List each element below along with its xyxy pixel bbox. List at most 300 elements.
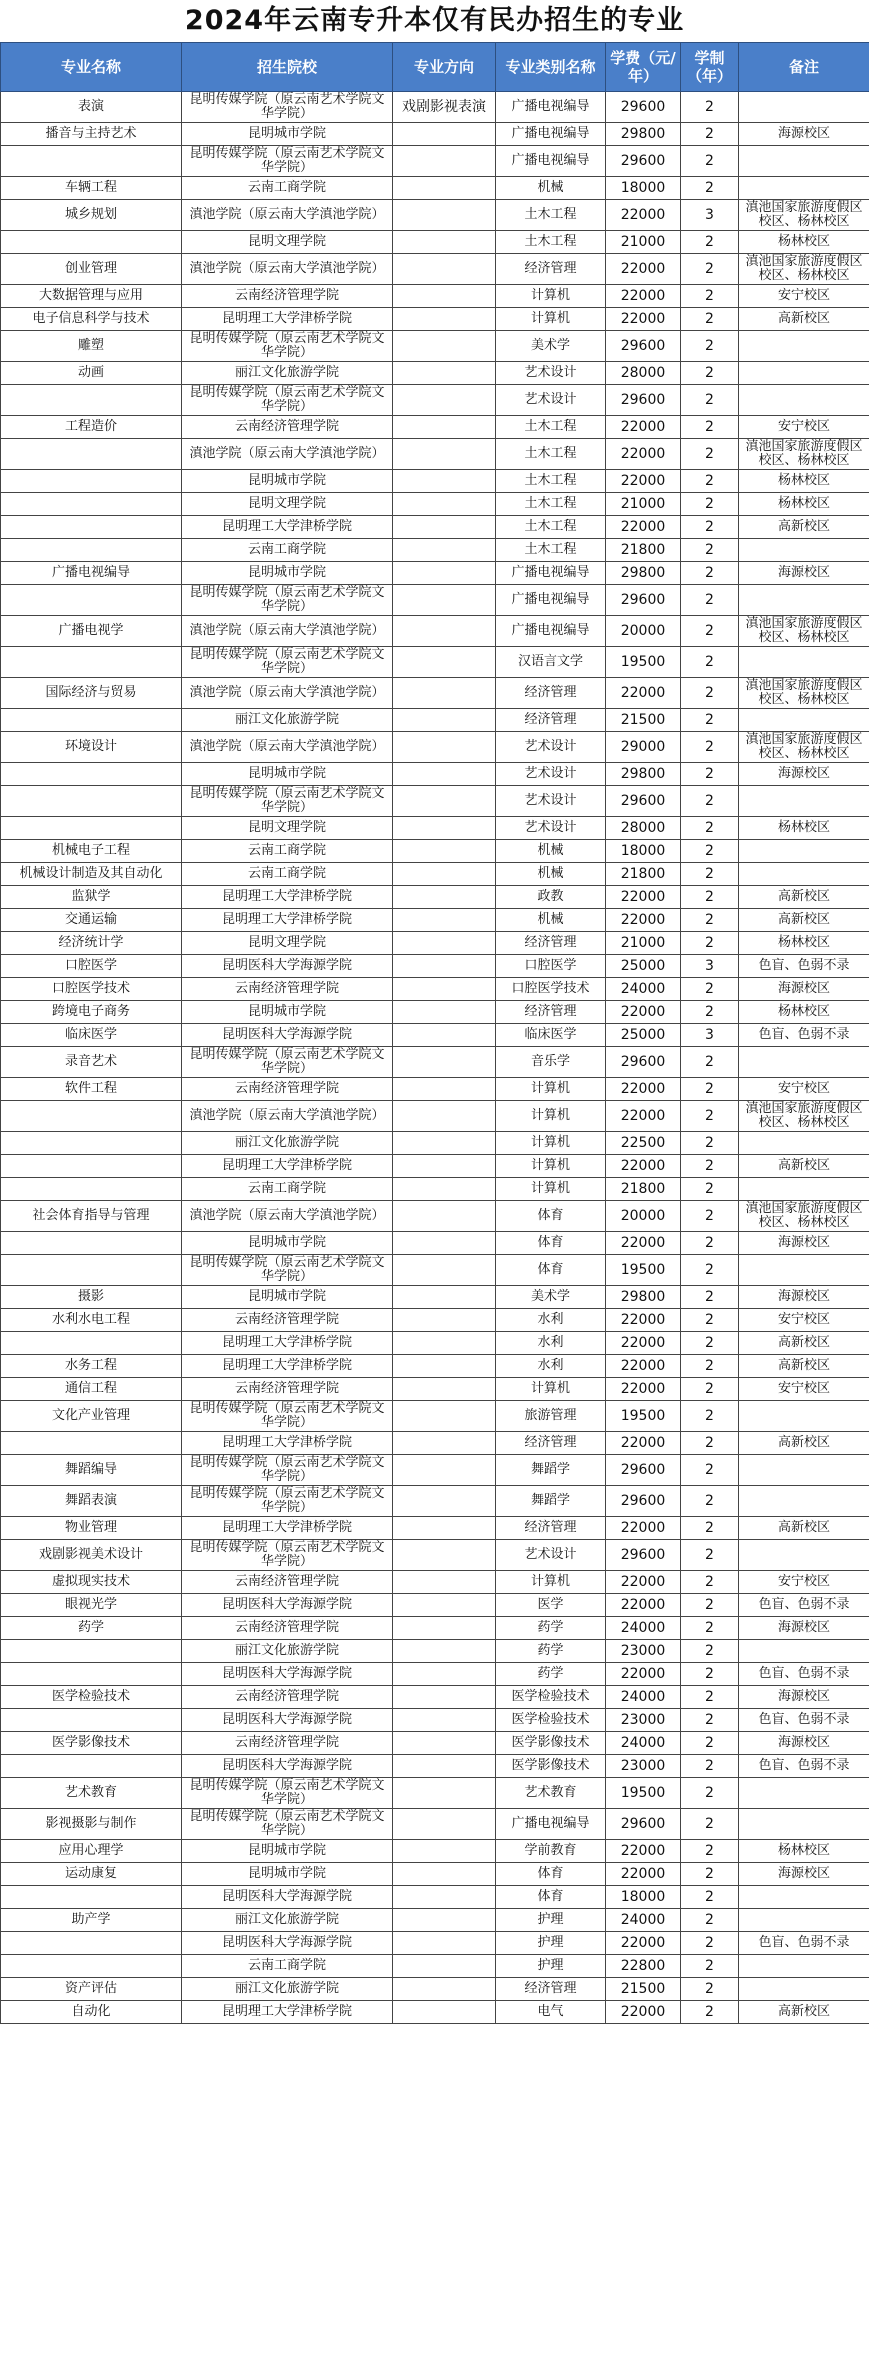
cell-major [1, 146, 182, 177]
cell-category: 舞蹈学 [496, 1486, 606, 1517]
cell-note [739, 1909, 869, 1932]
cell-years: 2 [681, 1378, 739, 1401]
cell-major [1, 493, 182, 516]
cell-fee: 29600 [606, 146, 681, 177]
cell-years: 2 [681, 1809, 739, 1840]
cell-category: 舞蹈学 [496, 1455, 606, 1486]
table-row [1, 1932, 869, 1955]
cell-direction [393, 1840, 496, 1863]
cell-major: 物业管理 [1, 1517, 182, 1540]
cell-note [739, 331, 869, 362]
table-row [1, 1455, 869, 1486]
cell-note: 色盲、色弱不录 [739, 1663, 869, 1686]
cell-note: 海源校区 [739, 123, 869, 146]
cell-direction: 戏剧影视表演 [393, 92, 496, 123]
table-row [1, 200, 869, 231]
table-row [1, 647, 869, 678]
cell-note [739, 1778, 869, 1809]
cell-direction [393, 616, 496, 647]
cell-category: 土木工程 [496, 439, 606, 470]
cell-category: 计算机 [496, 1571, 606, 1594]
cell-years: 2 [681, 1132, 739, 1155]
cell-note: 滇池国家旅游度假区校区、杨林校区 [739, 678, 869, 709]
table-row [1, 385, 869, 416]
cell-category: 经济管理 [496, 709, 606, 732]
cell-note: 高新校区 [739, 1155, 869, 1178]
cell-school: 昆明医科大学海源学院 [182, 1709, 393, 1732]
cell-fee: 22000 [606, 1594, 681, 1617]
cell-years: 2 [681, 1663, 739, 1686]
cell-note: 滇池国家旅游度假区校区、杨林校区 [739, 254, 869, 285]
cell-school: 云南工商学院 [182, 1178, 393, 1201]
table-row [1, 285, 869, 308]
cell-fee: 21800 [606, 1178, 681, 1201]
cell-major [1, 1332, 182, 1355]
cell-years: 2 [681, 1886, 739, 1909]
cell-years: 2 [681, 1709, 739, 1732]
cell-fee: 29800 [606, 1286, 681, 1309]
cell-years: 2 [681, 786, 739, 817]
table-row [1, 909, 869, 932]
cell-fee: 22000 [606, 2001, 681, 2024]
table-row [1, 1001, 869, 1024]
cell-years: 3 [681, 200, 739, 231]
cell-school: 云南经济管理学院 [182, 1686, 393, 1709]
cell-direction [393, 1540, 496, 1571]
cell-major [1, 1155, 182, 1178]
cell-note: 色盲、色弱不录 [739, 1932, 869, 1955]
cell-category: 广播电视编导 [496, 92, 606, 123]
cell-note [739, 1640, 869, 1663]
cell-years: 2 [681, 1755, 739, 1778]
cell-category: 广播电视编导 [496, 562, 606, 585]
cell-years: 2 [681, 1255, 739, 1286]
cell-school: 昆明传媒学院（原云南艺术学院文华学院） [182, 331, 393, 362]
cell-note: 杨林校区 [739, 493, 869, 516]
cell-years: 2 [681, 1594, 739, 1617]
cell-note [739, 385, 869, 416]
cell-direction [393, 231, 496, 254]
cell-note: 海源校区 [739, 1732, 869, 1755]
cell-direction [393, 1755, 496, 1778]
cell-years: 2 [681, 1047, 739, 1078]
cell-direction [393, 1978, 496, 2001]
cell-direction [393, 1709, 496, 1732]
cell-years: 2 [681, 1286, 739, 1309]
cell-direction [393, 177, 496, 200]
cell-school: 昆明文理学院 [182, 817, 393, 840]
cell-school: 昆明城市学院 [182, 562, 393, 585]
table-row [1, 616, 869, 647]
cell-years: 2 [681, 231, 739, 254]
cell-years: 2 [681, 1232, 739, 1255]
cell-note [739, 1978, 869, 2001]
cell-fee: 22000 [606, 909, 681, 932]
cell-note [739, 1955, 869, 1978]
cell-school: 昆明传媒学院（原云南艺术学院文华学院） [182, 1486, 393, 1517]
cell-school: 昆明文理学院 [182, 932, 393, 955]
cell-fee: 22000 [606, 1232, 681, 1255]
cell-school: 昆明理工大学津桥学院 [182, 516, 393, 539]
table-row [1, 955, 869, 978]
cell-school: 昆明理工大学津桥学院 [182, 1517, 393, 1540]
table-row [1, 1955, 869, 1978]
cell-fee: 29800 [606, 562, 681, 585]
cell-direction [393, 863, 496, 886]
cell-school: 滇池学院（原云南大学滇池学院） [182, 254, 393, 285]
cell-fee: 18000 [606, 840, 681, 863]
cell-fee: 29600 [606, 585, 681, 616]
cell-school: 滇池学院（原云南大学滇池学院） [182, 678, 393, 709]
cell-fee: 21000 [606, 493, 681, 516]
cell-direction [393, 539, 496, 562]
cell-years: 2 [681, 1455, 739, 1486]
cell-school: 昆明城市学院 [182, 1286, 393, 1309]
cell-fee: 29600 [606, 1540, 681, 1571]
cell-direction [393, 1778, 496, 1809]
cell-major [1, 1432, 182, 1455]
cell-major [1, 385, 182, 416]
cell-years: 2 [681, 1640, 739, 1663]
cell-major: 应用心理学 [1, 1840, 182, 1863]
cell-years: 2 [681, 763, 739, 786]
cell-major: 交通运输 [1, 909, 182, 932]
table-row [1, 932, 869, 955]
cell-years: 2 [681, 1932, 739, 1955]
table-row [1, 1132, 869, 1155]
cell-major [1, 647, 182, 678]
cell-school: 昆明理工大学津桥学院 [182, 2001, 393, 2024]
cell-note: 杨林校区 [739, 932, 869, 955]
cell-direction [393, 493, 496, 516]
cell-years: 2 [681, 1863, 739, 1886]
cell-fee: 21000 [606, 231, 681, 254]
cell-years: 2 [681, 1432, 739, 1455]
table-row [1, 863, 869, 886]
cell-school: 昆明传媒学院（原云南艺术学院文华学院） [182, 1540, 393, 1571]
cell-years: 3 [681, 955, 739, 978]
cell-note [739, 1047, 869, 1078]
cell-years: 2 [681, 92, 739, 123]
cell-fee: 22800 [606, 1955, 681, 1978]
cell-fee: 23000 [606, 1709, 681, 1732]
cell-school: 昆明理工大学津桥学院 [182, 1332, 393, 1355]
cell-note [739, 1132, 869, 1155]
table-row [1, 1232, 869, 1255]
cell-direction [393, 1640, 496, 1663]
cell-major [1, 1178, 182, 1201]
cell-note [739, 786, 869, 817]
cell-direction [393, 978, 496, 1001]
cell-note [739, 1809, 869, 1840]
table-row [1, 1540, 869, 1571]
cell-category: 广播电视编导 [496, 616, 606, 647]
cell-years: 2 [681, 1617, 739, 1640]
cell-category: 经济管理 [496, 1001, 606, 1024]
cell-category: 药学 [496, 1617, 606, 1640]
cell-category: 临床医学 [496, 1024, 606, 1047]
table-row [1, 886, 869, 909]
cell-fee: 22000 [606, 1309, 681, 1332]
cell-category: 土木工程 [496, 516, 606, 539]
table-row [1, 308, 869, 331]
cell-school: 云南经济管理学院 [182, 285, 393, 308]
cell-fee: 23000 [606, 1755, 681, 1778]
cell-category: 计算机 [496, 308, 606, 331]
cell-direction [393, 1686, 496, 1709]
cell-note [739, 92, 869, 123]
cell-note: 高新校区 [739, 1332, 869, 1355]
cell-school: 昆明传媒学院（原云南艺术学院文华学院） [182, 1255, 393, 1286]
table-row [1, 840, 869, 863]
cell-direction [393, 1571, 496, 1594]
table-row [1, 763, 869, 786]
table-row [1, 1078, 869, 1101]
cell-note: 海源校区 [739, 1232, 869, 1255]
cell-direction [393, 1001, 496, 1024]
cell-direction [393, 2001, 496, 2024]
cell-fee: 21000 [606, 932, 681, 955]
cell-major: 大数据管理与应用 [1, 285, 182, 308]
cell-direction [393, 362, 496, 385]
table-row [1, 562, 869, 585]
cell-major: 戏剧影视美术设计 [1, 1540, 182, 1571]
cell-direction [393, 1309, 496, 1332]
cell-years: 2 [681, 562, 739, 585]
cell-direction [393, 146, 496, 177]
cell-major: 城乡规划 [1, 200, 182, 231]
cell-school: 云南经济管理学院 [182, 1309, 393, 1332]
table-row [1, 516, 869, 539]
cell-major [1, 231, 182, 254]
table-row [1, 817, 869, 840]
cell-major [1, 1232, 182, 1255]
cell-direction [393, 470, 496, 493]
cell-school: 云南工商学院 [182, 863, 393, 886]
cell-category: 水利 [496, 1309, 606, 1332]
table-row [1, 231, 869, 254]
cell-years: 2 [681, 1978, 739, 2001]
cell-fee: 22000 [606, 1432, 681, 1455]
cell-major: 运动康复 [1, 1863, 182, 1886]
cell-category: 医学 [496, 1594, 606, 1617]
cell-category: 旅游管理 [496, 1401, 606, 1432]
cell-years: 2 [681, 1540, 739, 1571]
cell-school: 昆明传媒学院（原云南艺术学院文华学院） [182, 1778, 393, 1809]
cell-fee: 21500 [606, 1978, 681, 2001]
cell-category: 电气 [496, 2001, 606, 2024]
cell-note: 高新校区 [739, 2001, 869, 2024]
cell-school: 昆明理工大学津桥学院 [182, 909, 393, 932]
cell-school: 云南经济管理学院 [182, 416, 393, 439]
cell-major [1, 585, 182, 616]
cell-years: 2 [681, 1078, 739, 1101]
cell-school: 云南经济管理学院 [182, 1617, 393, 1640]
cell-note: 杨林校区 [739, 1001, 869, 1024]
cell-category: 美术学 [496, 1286, 606, 1309]
cell-school: 滇池学院（原云南大学滇池学院） [182, 200, 393, 231]
cell-major [1, 1886, 182, 1909]
cell-note: 杨林校区 [739, 1840, 869, 1863]
cell-fee: 22000 [606, 1078, 681, 1101]
cell-category: 机械 [496, 177, 606, 200]
cell-school: 昆明传媒学院（原云南艺术学院文华学院） [182, 1047, 393, 1078]
cell-direction [393, 385, 496, 416]
cell-direction [393, 1663, 496, 1686]
cell-category: 经济管理 [496, 1432, 606, 1455]
cell-fee: 25000 [606, 1024, 681, 1047]
table-row [1, 1571, 869, 1594]
cell-major [1, 1132, 182, 1155]
cell-category: 医学检验技术 [496, 1686, 606, 1709]
header-years: 学制（年） [681, 43, 739, 92]
cell-note: 安宁校区 [739, 1571, 869, 1594]
cell-school: 昆明城市学院 [182, 1840, 393, 1863]
cell-category: 计算机 [496, 1078, 606, 1101]
cell-school: 滇池学院（原云南大学滇池学院） [182, 1201, 393, 1232]
cell-direction [393, 1401, 496, 1432]
cell-note [739, 1178, 869, 1201]
cell-category: 计算机 [496, 1178, 606, 1201]
cell-direction [393, 732, 496, 763]
cell-fee: 22000 [606, 1932, 681, 1955]
cell-note: 滇池国家旅游度假区校区、杨林校区 [739, 439, 869, 470]
cell-direction [393, 1732, 496, 1755]
cell-fee: 24000 [606, 1909, 681, 1932]
cell-years: 2 [681, 1155, 739, 1178]
cell-years: 2 [681, 470, 739, 493]
cell-school: 滇池学院（原云南大学滇池学院） [182, 1101, 393, 1132]
cell-category: 广播电视编导 [496, 585, 606, 616]
cell-category: 广播电视编导 [496, 1809, 606, 1840]
cell-major: 舞蹈表演 [1, 1486, 182, 1517]
cell-category: 经济管理 [496, 932, 606, 955]
cell-direction [393, 1201, 496, 1232]
cell-major: 临床医学 [1, 1024, 182, 1047]
cell-years: 2 [681, 516, 739, 539]
cell-category: 艺术设计 [496, 385, 606, 416]
cell-direction [393, 1432, 496, 1455]
cell-note: 安宁校区 [739, 285, 869, 308]
table-row [1, 1778, 869, 1809]
cell-major: 广播电视编导 [1, 562, 182, 585]
page-title: 2024年云南专升本仅有民办招生的专业 [184, 5, 685, 36]
cell-major: 播音与主持艺术 [1, 123, 182, 146]
table-row [1, 1286, 869, 1309]
table-row [1, 1686, 869, 1709]
cell-note: 滇池国家旅游度假区校区、杨林校区 [739, 732, 869, 763]
cell-years: 2 [681, 254, 739, 285]
cell-years: 2 [681, 1955, 739, 1978]
cell-note: 安宁校区 [739, 1309, 869, 1332]
cell-school: 昆明城市学院 [182, 123, 393, 146]
cell-major: 工程造价 [1, 416, 182, 439]
cell-note: 色盲、色弱不录 [739, 1755, 869, 1778]
table-row [1, 1617, 869, 1640]
cell-school: 昆明理工大学津桥学院 [182, 1432, 393, 1455]
cell-school: 昆明理工大学津桥学院 [182, 1355, 393, 1378]
cell-fee: 29600 [606, 1809, 681, 1840]
cell-note [739, 709, 869, 732]
cell-school: 滇池学院（原云南大学滇池学院） [182, 439, 393, 470]
cell-years: 2 [681, 416, 739, 439]
table-row [1, 1201, 869, 1232]
cell-years: 2 [681, 1001, 739, 1024]
cell-major [1, 817, 182, 840]
cell-note [739, 585, 869, 616]
cell-years: 2 [681, 886, 739, 909]
cell-school: 丽江文化旅游学院 [182, 362, 393, 385]
cell-school: 丽江文化旅游学院 [182, 1132, 393, 1155]
cell-years: 2 [681, 362, 739, 385]
cell-category: 医学检验技术 [496, 1709, 606, 1732]
cell-major: 虚拟现实技术 [1, 1571, 182, 1594]
cell-category: 计算机 [496, 1378, 606, 1401]
cell-note [739, 1540, 869, 1571]
cell-fee: 20000 [606, 1201, 681, 1232]
cell-direction [393, 1078, 496, 1101]
cell-years: 2 [681, 1686, 739, 1709]
cell-note: 杨林校区 [739, 231, 869, 254]
cell-years: 2 [681, 385, 739, 416]
cell-school: 昆明传媒学院（原云南艺术学院文华学院） [182, 1401, 393, 1432]
cell-category: 体育 [496, 1232, 606, 1255]
cell-years: 2 [681, 1909, 739, 1932]
cell-years: 2 [681, 709, 739, 732]
cell-school: 昆明医科大学海源学院 [182, 1932, 393, 1955]
cell-school: 昆明医科大学海源学院 [182, 1594, 393, 1617]
cell-years: 2 [681, 1309, 739, 1332]
table-row [1, 786, 869, 817]
cell-major: 水务工程 [1, 1355, 182, 1378]
table-row [1, 1024, 869, 1047]
cell-category: 护理 [496, 1932, 606, 1955]
cell-category: 艺术设计 [496, 1540, 606, 1571]
cell-fee: 22000 [606, 254, 681, 285]
cell-category: 音乐学 [496, 1047, 606, 1078]
cell-direction [393, 585, 496, 616]
table-row [1, 1755, 869, 1778]
cell-note: 滇池国家旅游度假区校区、杨林校区 [739, 616, 869, 647]
cell-fee: 22000 [606, 1101, 681, 1132]
cell-direction [393, 1047, 496, 1078]
cell-note [739, 1455, 869, 1486]
cell-note: 杨林校区 [739, 470, 869, 493]
table-row [1, 416, 869, 439]
cell-fee: 29600 [606, 92, 681, 123]
cell-direction [393, 647, 496, 678]
cell-note: 海源校区 [739, 562, 869, 585]
cell-major: 眼视光学 [1, 1594, 182, 1617]
cell-fee: 29800 [606, 763, 681, 786]
cell-category: 机械 [496, 863, 606, 886]
cell-direction [393, 709, 496, 732]
cell-direction [393, 1594, 496, 1617]
table-row [1, 1309, 869, 1332]
table-row [1, 1155, 869, 1178]
cell-years: 2 [681, 1517, 739, 1540]
cell-category: 计算机 [496, 1155, 606, 1178]
cell-fee: 22000 [606, 1663, 681, 1686]
table-row [1, 1978, 869, 2001]
cell-school: 丽江文化旅游学院 [182, 709, 393, 732]
cell-direction [393, 786, 496, 817]
cell-major: 车辆工程 [1, 177, 182, 200]
cell-direction [393, 562, 496, 585]
cell-school: 昆明传媒学院（原云南艺术学院文华学院） [182, 1455, 393, 1486]
cell-school: 云南经济管理学院 [182, 978, 393, 1001]
table-row [1, 123, 869, 146]
